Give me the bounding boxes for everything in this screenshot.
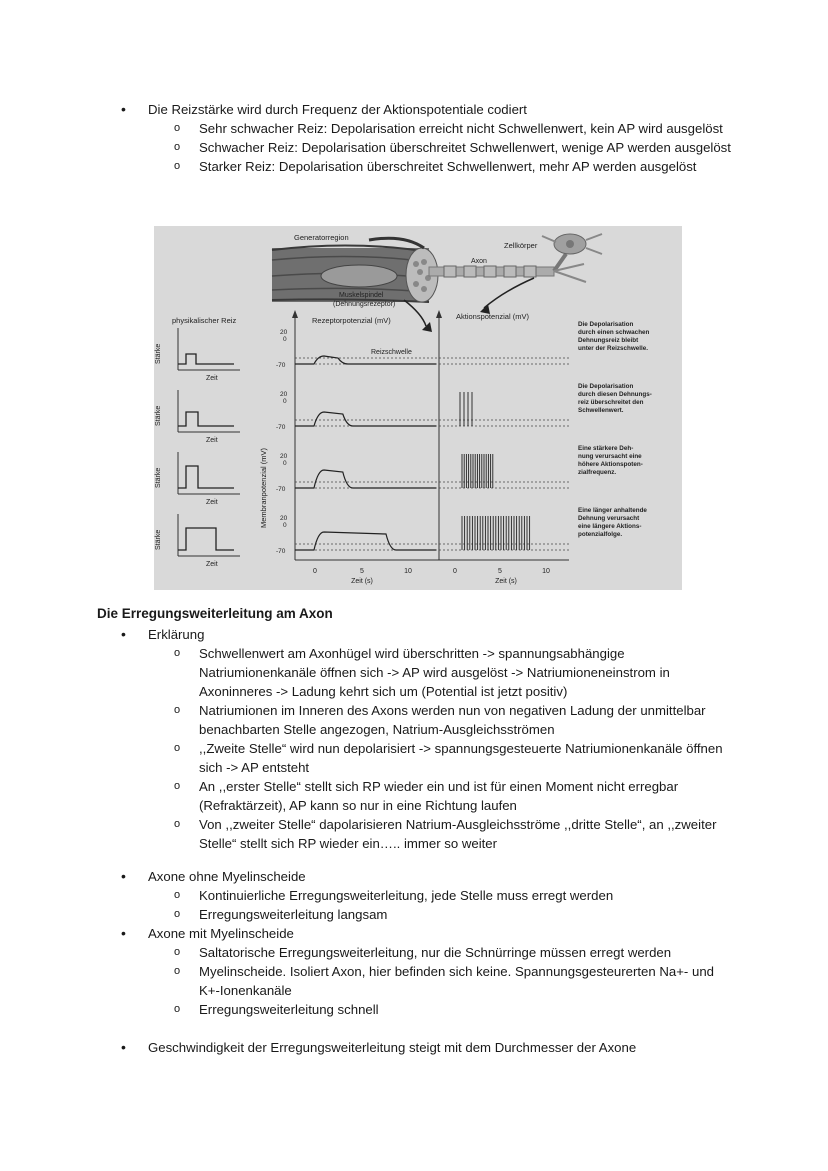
sub-list-item [0,886,828,905]
zeit-axis-label: Zeit [206,499,218,506]
x-tick-label: 0 [313,568,317,575]
note-line: Schwellenwert. [578,407,624,414]
myelin-list [0,867,828,1019]
note-line: Die Depolarisation [578,321,634,328]
sub-bullet: o [174,908,181,920]
bullet: • [121,868,126,884]
y-tick-label: 20 [280,391,288,398]
y-tick-label: -70 [276,486,286,493]
note-line: reiz überschreitet den [578,399,644,406]
staerke-axis-label: Stärke [155,405,162,426]
staerke-axis-label: Stärke [155,467,162,488]
note-line: nung verursacht eine [578,453,642,460]
sub-bullet: o [174,1003,181,1015]
list-item [0,625,828,644]
sub-list-item-text: Schwacher Reiz: Depolarisation überschreitet Schwellenwert, wenige AP werden ausgelöst [199,140,731,155]
label-muskelspindel: Muskelspindel [339,292,384,299]
sub-list-item-text: Von ,,zweiter Stelle“ dapolarisieren Natrium-Ausgleichsströme ,,dritte Stelle“, an ,,zweiter Stelle“ stellt sich RP wieder ein….. immer so weiter [199,817,717,851]
label-generatorregion: Generatorregion [294,233,349,242]
label-membranpotenzial: Membranpotenzial (mV) [259,447,268,528]
y-tick-label: 0 [283,398,287,405]
sub-list-item [0,138,828,157]
x-axis-label: Zeit (s) [351,578,373,585]
note-line: unter der Reizschwelle. [578,345,648,352]
sub-list-item-text: Natriumionen im Inneren des Axons werden nun von negativen Ladung der unmittelbar benachbarten Stelle angezogen, Natrium-Ausgleichsströmen [199,703,706,737]
list-item-text: Erklärung [148,627,205,642]
bullet: • [121,101,126,117]
staerke-axis-label: Stärke [155,529,162,550]
y-tick-label: -70 [276,362,286,369]
y-tick-label: -70 [276,548,286,555]
sub-list-item-text: An ,,erster Stelle“ stellt sich RP wieder ein und ist für einen Moment nicht erregbar (Refraktärzeit), AP kann so nur in eine Richtung laufen [199,779,679,813]
label-physikalischer-reiz: physikalischer Reiz [172,316,237,325]
sub-bullet: o [174,704,181,716]
x-tick-label: 5 [498,568,502,575]
label-dehnungsrezeptor: (Dehnungsrezeptor) [333,301,396,308]
list-item [0,1038,828,1057]
stimulus-coding-list [0,100,828,176]
zeit-axis-label: Zeit [206,375,218,382]
staerke-axis-label: Stärke [155,343,162,364]
note-line: Dehnung verursacht [578,515,640,522]
diameter-list [0,1038,828,1057]
note-line: durch einen schwachen [578,329,650,336]
bullet: • [121,1039,126,1055]
note-line: potenzialfolge. [578,531,623,538]
sub-list-item [0,701,828,739]
conduction-list [0,625,828,853]
note-line: höhere Aktionspoten- [578,461,643,468]
x-tick-label: 10 [542,568,550,575]
sub-bullet: o [174,889,181,901]
sub-bullet: o [174,742,181,754]
sub-list-item-text: Schwellenwert am Axonhügel wird überschritten -> spannungsabhängige Natriumionenkanäle öffnen sich -> AP wird ausgelöst -> Natriumioneneinstrom in Axoninneres -> Ladung kehrt sich um (Potential ist jetzt positiv) [199,646,670,699]
y-tick-label: 20 [280,515,288,522]
sub-bullet: o [174,965,181,977]
sub-list-item-text: ,,Zweite Stelle“ wird nun depolarisiert -> spannungsgesteuerte Natriumionenkanäle öffnen sich -> AP entsteht [199,741,723,775]
note-line: Dehnungsreiz bleibt [578,337,639,344]
label-aktionspotenzial: Aktionspotenzial (mV) [456,312,529,321]
bullet: • [121,626,126,642]
sub-bullet: o [174,141,181,153]
sub-list-item [0,644,828,701]
note-line: Die Depolarisation [578,383,634,390]
sub-list-item [0,157,828,176]
y-tick-label: 0 [283,460,287,467]
note-line: eine längere Aktions- [578,523,642,530]
sub-list-item-text: Erregungsweiterleitung schnell [199,1002,379,1017]
sub-list-item [0,943,828,962]
sub-list-item-text: Erregungsweiterleitung langsam [199,907,388,922]
sub-bullet: o [174,780,181,792]
sub-list-item-text: Sehr schwacher Reiz: Depolarisation erreicht nicht Schwellenwert, kein AP wird ausgelöst [199,121,723,136]
zeit-axis-label: Zeit [206,437,218,444]
sub-bullet: o [174,160,181,172]
zeit-axis-label: Zeit [206,561,218,568]
sub-list-item [0,777,828,815]
sub-bullet: o [174,946,181,958]
x-tick-label: 5 [360,568,364,575]
sub-list-item [0,815,828,853]
y-tick-label: 0 [283,522,287,529]
x-tick-label: 10 [404,568,412,575]
note-line: Eine länger anhaltende [578,507,647,514]
sub-list-item [0,905,828,924]
label-axon: Axon [471,258,487,265]
sub-bullet: o [174,122,181,134]
list-item-text: Die Reizstärke wird durch Frequenz der Aktionspotentiale codiert [148,102,527,117]
list-item-text: Axone mit Myelinscheide [148,926,294,941]
y-tick-label: 0 [283,336,287,343]
list-item [0,100,828,119]
list-item [0,924,828,943]
sub-list-item-text: Myelinscheide. Isoliert Axon, hier befinden sich keine. Spannungsgesteurerten Na+- und K+-Ionenkanäle [199,964,714,998]
sub-list-item [0,739,828,777]
y-tick-label: -70 [276,424,286,431]
note-line: Eine stärkere Deh- [578,445,634,452]
sub-list-item-text: Starker Reiz: Depolarisation überschreitet Schwellenwert, mehr AP werden ausgelöst [199,159,697,174]
y-tick-label: 20 [280,453,288,460]
list-item-text: Axone ohne Myelinscheide [148,869,306,884]
sub-list-item [0,962,828,1000]
x-tick-label: 0 [453,568,457,575]
note-line: zialfrequenz. [578,469,617,476]
label-zellkoerper: Zellkörper [504,241,538,250]
list-item-text: Geschwindigkeit der Erregungsweiterleitung steigt mit dem Durchmesser der Axone [148,1040,637,1055]
sub-list-item [0,1000,828,1019]
sub-list-item-text: Kontinuierliche Erregungsweiterleitung, jede Stelle muss erregt werden [199,888,614,903]
sub-list-item-text: Saltatorische Erregungsweiterleitung, nur die Schnürringe müssen erregt werden [199,945,672,960]
x-axis-label: Zeit (s) [495,578,517,585]
note-line: durch diesen Dehnungs- [578,391,652,398]
label-rezeptorpotenzial: Rezeptorpotenzial (mV) [312,316,391,325]
bullet: • [121,925,126,941]
stimulus-figure [154,226,682,590]
section-heading: Die Erregungsweiterleitung am Axon [97,606,333,621]
y-tick-label: 20 [280,329,288,336]
list-item [0,867,828,886]
sub-list-item [0,119,828,138]
sub-bullet: o [174,818,181,830]
label-reizschwelle: Reizschwelle [371,349,412,356]
sub-bullet: o [174,647,181,659]
